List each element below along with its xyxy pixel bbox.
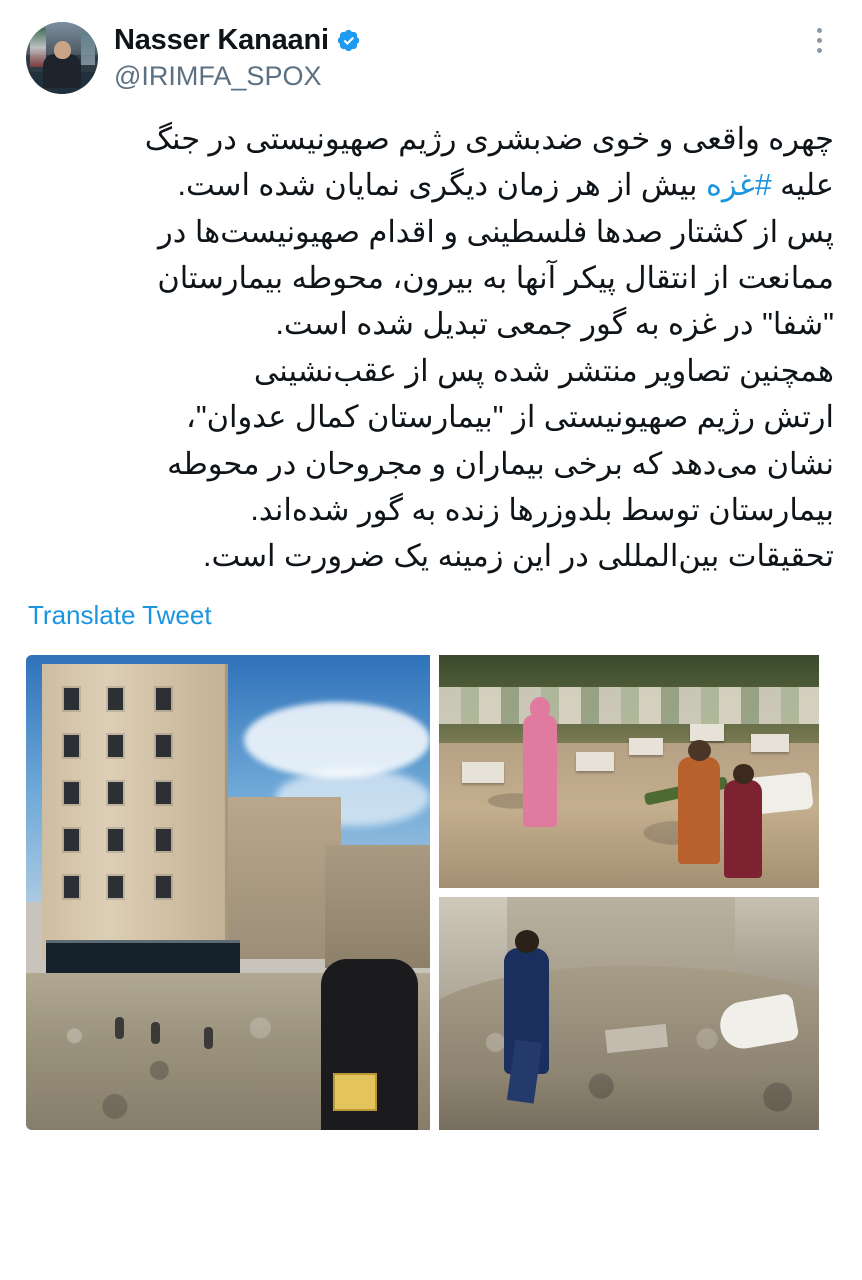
photo2-grave-slab [629,738,663,754]
tweet-text-line: نشان می‌دهد که برخی بیماران و مجروحان در محوطه [167,446,834,481]
tweet-body-text [26,116,836,580]
tweet-text-line: بیمارستان توسط بلدوزرها زنده به گور شده‌اند. [250,492,834,527]
tweet-header [26,18,836,94]
tweet-text-line: ممانعت از انتقال پیکر آنها به بیرون، محوطه بیمارستان [157,261,834,296]
hashtag-link[interactable]: #غزه [705,168,772,203]
tweet-text-line: "شفا" در غزه به گور جمعی تبدیل شده است. [275,307,834,342]
photo1-tower-building [42,664,228,959]
photo1-figure [151,1022,160,1044]
flag-right-icon [81,29,95,65]
more-dot [817,48,822,53]
tweet-text-line: تحقیقات بین‌المللی در این زمینه یک ضرورت است. [203,539,834,574]
photo-boy-on-rubble[interactable] [439,897,819,1130]
tweet-text-line: ارتش رژیم صهیونیستی از "بیمارستان کمال عدوان"، [185,400,834,435]
avatar[interactable] [26,22,98,94]
photo1-figure [204,1027,213,1049]
tweet-text-line: علیه #غزه بیش از هر زمان دیگری نمایان شده است. [177,168,834,203]
photo-mass-grave-children[interactable] [439,655,819,888]
photo2-grave-slab [690,724,724,740]
verified-badge-icon [336,28,361,53]
tweet-media-grid [26,655,836,1130]
display-name: Nasser Kanaani [114,24,329,56]
photo1-cloud [244,702,430,778]
avatar-person-head [54,41,71,59]
photo2-child-pink [523,715,557,827]
photo2-child-orange [678,757,720,864]
translate-tweet-link[interactable]: Translate Tweet [28,599,212,630]
photo2-grave-slab [576,752,614,771]
account-handle[interactable]: @IRIMFA_SPOX [114,61,322,92]
tweet-text-line: چهره واقعی و خوی ضدبشری رژیم صهیونیستی در جنگ [144,122,834,156]
photo2-child-red [724,780,762,878]
photo1-yellow-box [333,1073,377,1111]
photo-destroyed-building[interactable] [26,655,430,1130]
more-dot [817,28,822,33]
tweet-text-line: پس از کشتار صدها فلسطینی و اقدام صهیونیست‌ها در [158,214,834,249]
display-name-row [114,24,786,57]
photo1-far-building [325,845,430,969]
tweet-text-line: همچنین تصاویر منتشر شده پس از عقب‌نشینی [253,353,834,388]
more-dot [817,38,822,43]
photo2-grave-slab [751,734,789,753]
account-name-block [114,22,786,93]
more-options-icon[interactable] [802,22,836,62]
photo2-tents [439,687,819,724]
photo2-grave-slab [462,762,504,783]
photo1-mid-building [220,797,341,959]
avatar-person-body [43,54,81,88]
photo1-figure [115,1017,124,1039]
